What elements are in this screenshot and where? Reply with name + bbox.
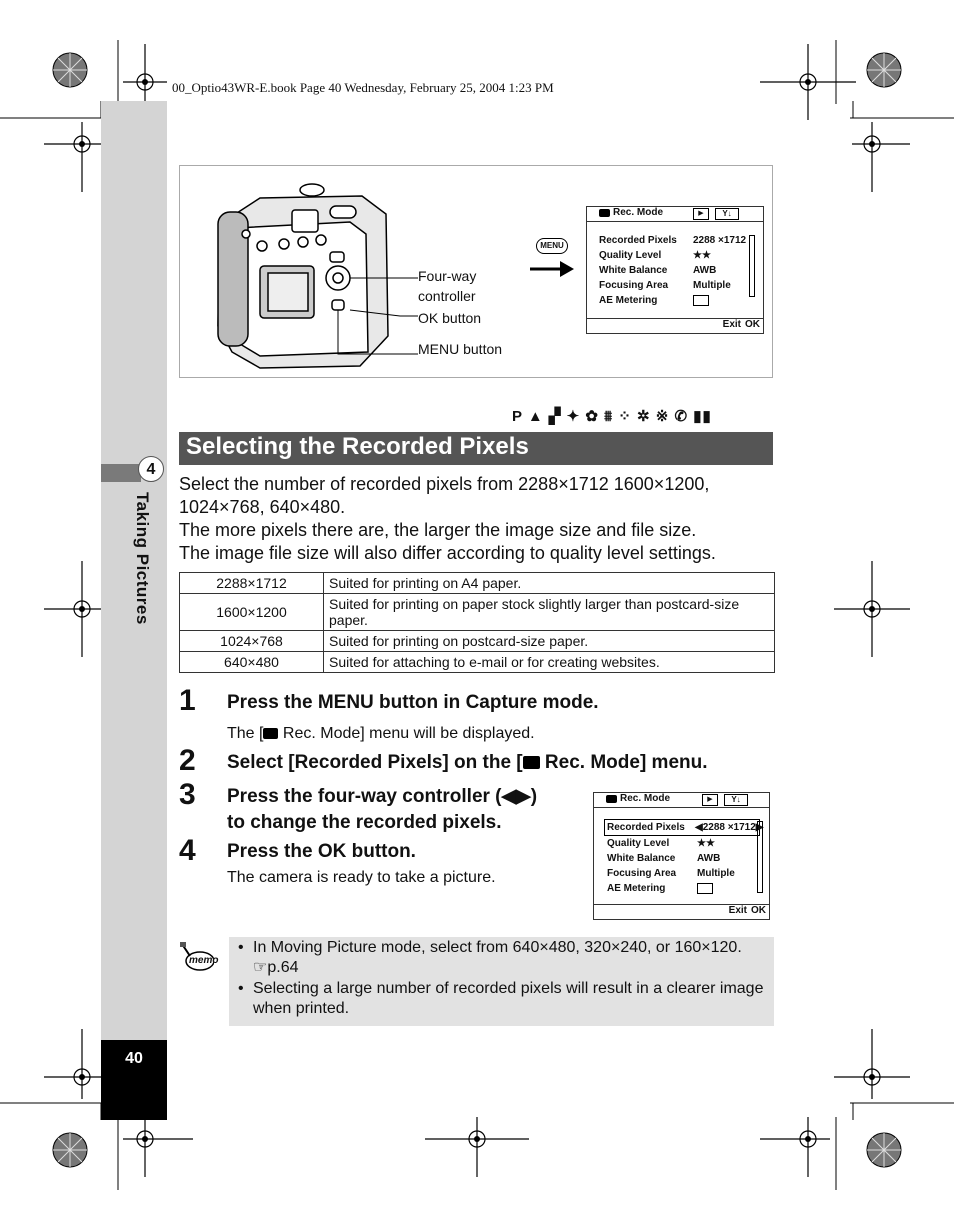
lcd-footer: Exit OK — [587, 318, 763, 333]
lcd-rows — [599, 233, 749, 308]
lcd-tab-label: Rec. Mode — [613, 207, 664, 218]
camera-icon — [263, 728, 278, 739]
lcd-row: AE Metering — [604, 881, 760, 896]
setup-tab-icon: Y↓ — [724, 794, 748, 806]
chapter-title: Taking Pictures — [133, 492, 152, 625]
pixel-table — [179, 572, 775, 673]
section-title: Selecting the Recorded Pixels — [186, 433, 529, 460]
lcd-row: Recorded Pixels 2288 ×1712 — [599, 235, 747, 246]
ok-button-label: OK button — [418, 310, 482, 326]
memo-box — [229, 937, 774, 1026]
lcd-scrollbar — [749, 235, 755, 297]
metering-icon — [697, 883, 713, 894]
step-2-heading: Select [Recorded Pixels] on the [ Rec. Mode] menu. — [227, 752, 708, 773]
table-row: 1024×768 Suited for printing on postcard-size paper. — [180, 631, 775, 652]
memo-item: • In Moving Picture mode, select from 640×480, 320×240, or 160×120. ☞p.64 — [238, 939, 742, 976]
step-4-number: 4 — [179, 834, 196, 867]
memo-label: memo — [189, 955, 219, 966]
step-1-heading: Press the MENU button in Capture mode. — [227, 692, 599, 713]
step-3-number: 3 — [179, 778, 196, 811]
playback-tab-icon: ▶ — [702, 794, 718, 806]
print-header: 00_Optio43WR-E.book Page 40 Wednesday, February 25, 2004 1:23 PM — [172, 80, 554, 95]
table-row: 640×480 Suited for attaching to e-mail or for creating websites. — [180, 652, 775, 673]
step-4-heading: Press the OK button. — [227, 841, 416, 862]
lcd-row: Quality Level ★★ — [599, 250, 711, 261]
chapter-number: 4 — [138, 456, 164, 482]
lcd-footer: Exit OK — [594, 904, 769, 919]
lcd-row: AE Metering — [599, 293, 749, 308]
camera-icon — [606, 795, 617, 803]
step-4-text: The camera is ready to take a picture. — [227, 869, 496, 886]
camera-icon — [599, 209, 610, 217]
table-row: 1600×1200 Suited for printing on paper stock slightly larger than postcard-size paper. — [180, 594, 775, 631]
memo-item: • Selecting a large number of recorded pixels will result in a clearer image when printed. — [238, 980, 764, 1017]
intro-text: Select the number of recorded pixels from 2288×1712 1600×1200, 1024×768, 640×480. The more pixels there are, the larger the image size and file size. The image file size will also differ according to quality level settings. — [179, 474, 716, 563]
menu-button-label: MENU button — [418, 341, 503, 357]
table-row: 2288×1712 Suited for printing on A4 paper. — [180, 573, 775, 594]
playback-tab-icon: ▶ — [693, 208, 709, 220]
lcd-screen-rec-mode — [586, 206, 764, 334]
lcd-row-selected: Recorded Pixels ◀2288 ×1712▶ — [604, 819, 760, 836]
chapter-tab — [101, 464, 141, 482]
lcd-tab-label: Rec. Mode — [620, 793, 671, 804]
page-number: 40 — [125, 1050, 143, 1067]
mode-icons: P ▲ ▞ ✦ ✿ ⩩ ⁘ ✲ ※ ✆ ▮▮ — [512, 408, 712, 425]
camera-figure — [179, 165, 773, 378]
lcd-scrollbar — [757, 821, 763, 893]
step-1-number: 1 — [179, 684, 196, 717]
arrow-right-icon — [530, 258, 574, 280]
lcd-row: Focusing Area Multiple — [599, 280, 731, 291]
metering-icon — [693, 295, 709, 306]
lcd-screen-recorded-pixels — [593, 792, 770, 920]
memo-icon — [180, 942, 219, 972]
step-1-text: The [ Rec. Mode] menu will be displayed. — [227, 725, 535, 742]
menu-key-icon: MENU — [536, 238, 568, 254]
step-3-heading: Press the four-way controller (◀▶) to change the recorded pixels. — [227, 786, 538, 833]
step-2-number: 2 — [179, 744, 196, 777]
lcd-row: Quality Level ★★ — [607, 838, 715, 849]
lcd-row: White Balance AWB — [607, 853, 721, 864]
four-way-controller-label: Four-way controller — [418, 268, 477, 304]
setup-tab-icon: Y↓ — [715, 208, 739, 220]
lcd-row: White Balance AWB — [599, 265, 717, 276]
camera-icon — [523, 756, 540, 769]
lcd-rows — [604, 819, 764, 896]
lcd-row: Focusing Area Multiple — [607, 868, 735, 879]
